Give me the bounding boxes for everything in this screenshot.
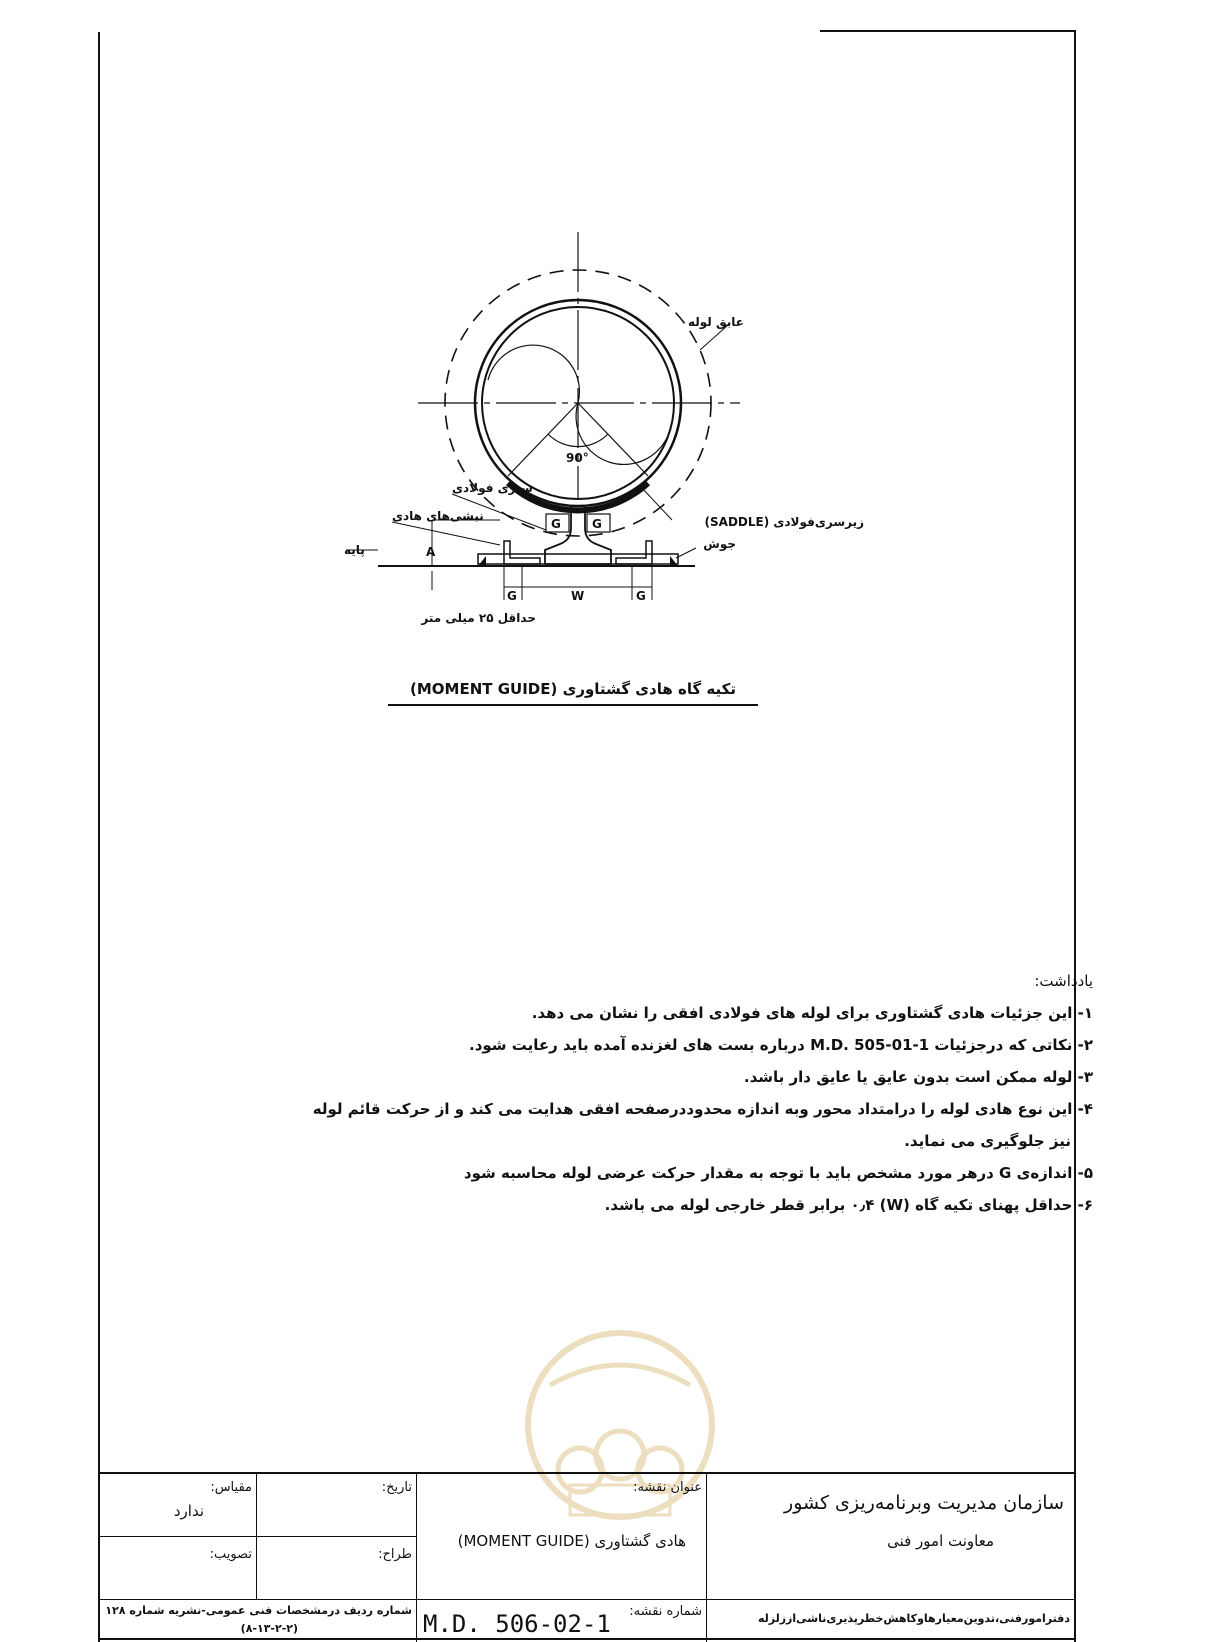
scale-cell xyxy=(98,1474,256,1537)
drawing-title-cell xyxy=(416,1474,706,1600)
drawing-no-cell xyxy=(416,1600,706,1642)
gap-g-right-label: G xyxy=(592,517,602,531)
date-label: تاریخ: xyxy=(381,1480,412,1495)
gap-g-left-label: G xyxy=(551,517,561,531)
designer-label: طراح: xyxy=(378,1547,412,1562)
angle-label: 90° xyxy=(566,451,589,465)
guide-angle-left xyxy=(504,541,540,564)
leader-weld xyxy=(676,548,696,558)
label-min-dim: حداقل ۲۵ میلی متر xyxy=(421,611,536,625)
approval-cell xyxy=(98,1537,256,1600)
leader-saddle xyxy=(642,488,672,520)
radial-line-left xyxy=(508,403,578,476)
weld-left xyxy=(478,556,486,566)
title-block xyxy=(98,1472,1076,1642)
label-steel-shield: سپری فولادی xyxy=(452,481,533,495)
label-pipe-insulation: عابق لوله xyxy=(687,315,744,329)
reference-text-1: شماره ردیف درمشخصات فنی عمومی-نشریه شماره ۱۲۸ xyxy=(105,1604,412,1617)
dim-a-label: A xyxy=(426,545,436,559)
note-item-5: ۵- اندازه‌ی G درهر مورد مشخص باید با توجه به مقدار حرکت عرضی لوله محاسبه شود xyxy=(463,1164,1093,1182)
scale-label: مقیاس: xyxy=(210,1480,252,1495)
approval-label: تصویب: xyxy=(209,1547,252,1562)
reference-text-2: (۸-۱۳-۲-۲) xyxy=(240,1622,298,1635)
notes-heading: یادداشت: xyxy=(1034,972,1093,990)
date-cell xyxy=(256,1474,416,1537)
note-item-2: ۲- نکاتی که درجزئیات M.D. 505-01-1 درباره بست های لغزنده آمده باید رعایت شود. xyxy=(469,1036,1093,1054)
office-name: دفترامورفنی،تدوین‌معیارهاوکاهش‌خطرپذیری‌ناشی‌اززلزله xyxy=(757,1612,1070,1625)
note-item-4-cont: نیز جلوگیری می نماید. xyxy=(904,1132,1071,1150)
note-item-4: ۴- این نوع هادی لوله را درامتداد محور وبه اندازه محدوددرصفحه افقی هدایت می کند و از حرکت قائم لوله xyxy=(312,1100,1093,1118)
org-dept: معاونت امور فنی xyxy=(887,1532,994,1550)
office-cell xyxy=(706,1600,1076,1642)
label-base: پایه xyxy=(344,543,365,557)
note-item-3: ۳- لوله ممکن است بدون عایق یا عایق دار باشد. xyxy=(743,1068,1093,1086)
base-plate xyxy=(478,554,678,564)
drawing-title: تکیه گاه هادی گشتاوری (MOMENT GUIDE) xyxy=(388,680,758,706)
construction-arc-right xyxy=(576,403,670,464)
dim-g-bottom-left: G xyxy=(507,589,517,603)
leader-guide-angles xyxy=(392,522,500,545)
org-name: سازمان مدیریت وبرنامه‌ریزی کشور xyxy=(784,1492,1064,1514)
label-weld: جوش xyxy=(703,537,736,551)
dim-w-bottom: W xyxy=(571,589,585,603)
guide-angle-right xyxy=(616,541,652,564)
scale-value: ندارد xyxy=(173,1502,204,1520)
org-cell xyxy=(706,1474,1076,1600)
construction-arc-left xyxy=(488,345,579,403)
dim-g-bottom-right: G xyxy=(636,589,646,603)
drawing-title-label: عنوان نقشه: xyxy=(633,1480,702,1495)
note-item-1: ۱- این جزئیات هادی گشتاوری برای لوله های فولادی افقی را نشان می دهد. xyxy=(531,1004,1093,1022)
note-item-6: ۶- حداقل پهنای تکیه گاه (W) ۰٫۴ برابر قطر خارجی لوله می باشد. xyxy=(604,1196,1093,1214)
designer-cell xyxy=(256,1537,416,1600)
label-steel-saddle: زیرسری‌فولادی (SADDLE) xyxy=(704,515,864,529)
drawing-title-value: هادی گشتاوری (MOMENT GUIDE) xyxy=(457,1532,686,1550)
radial-line-right xyxy=(578,403,648,476)
reference-cell xyxy=(98,1600,416,1642)
drawing-no-label: شماره نقشه: xyxy=(629,1604,702,1619)
drawing-no-value: M.D. 506-02-1 xyxy=(423,1610,611,1638)
label-guide-angles: نبشی‌های هادی xyxy=(392,509,484,523)
notes-section xyxy=(133,965,1093,1221)
